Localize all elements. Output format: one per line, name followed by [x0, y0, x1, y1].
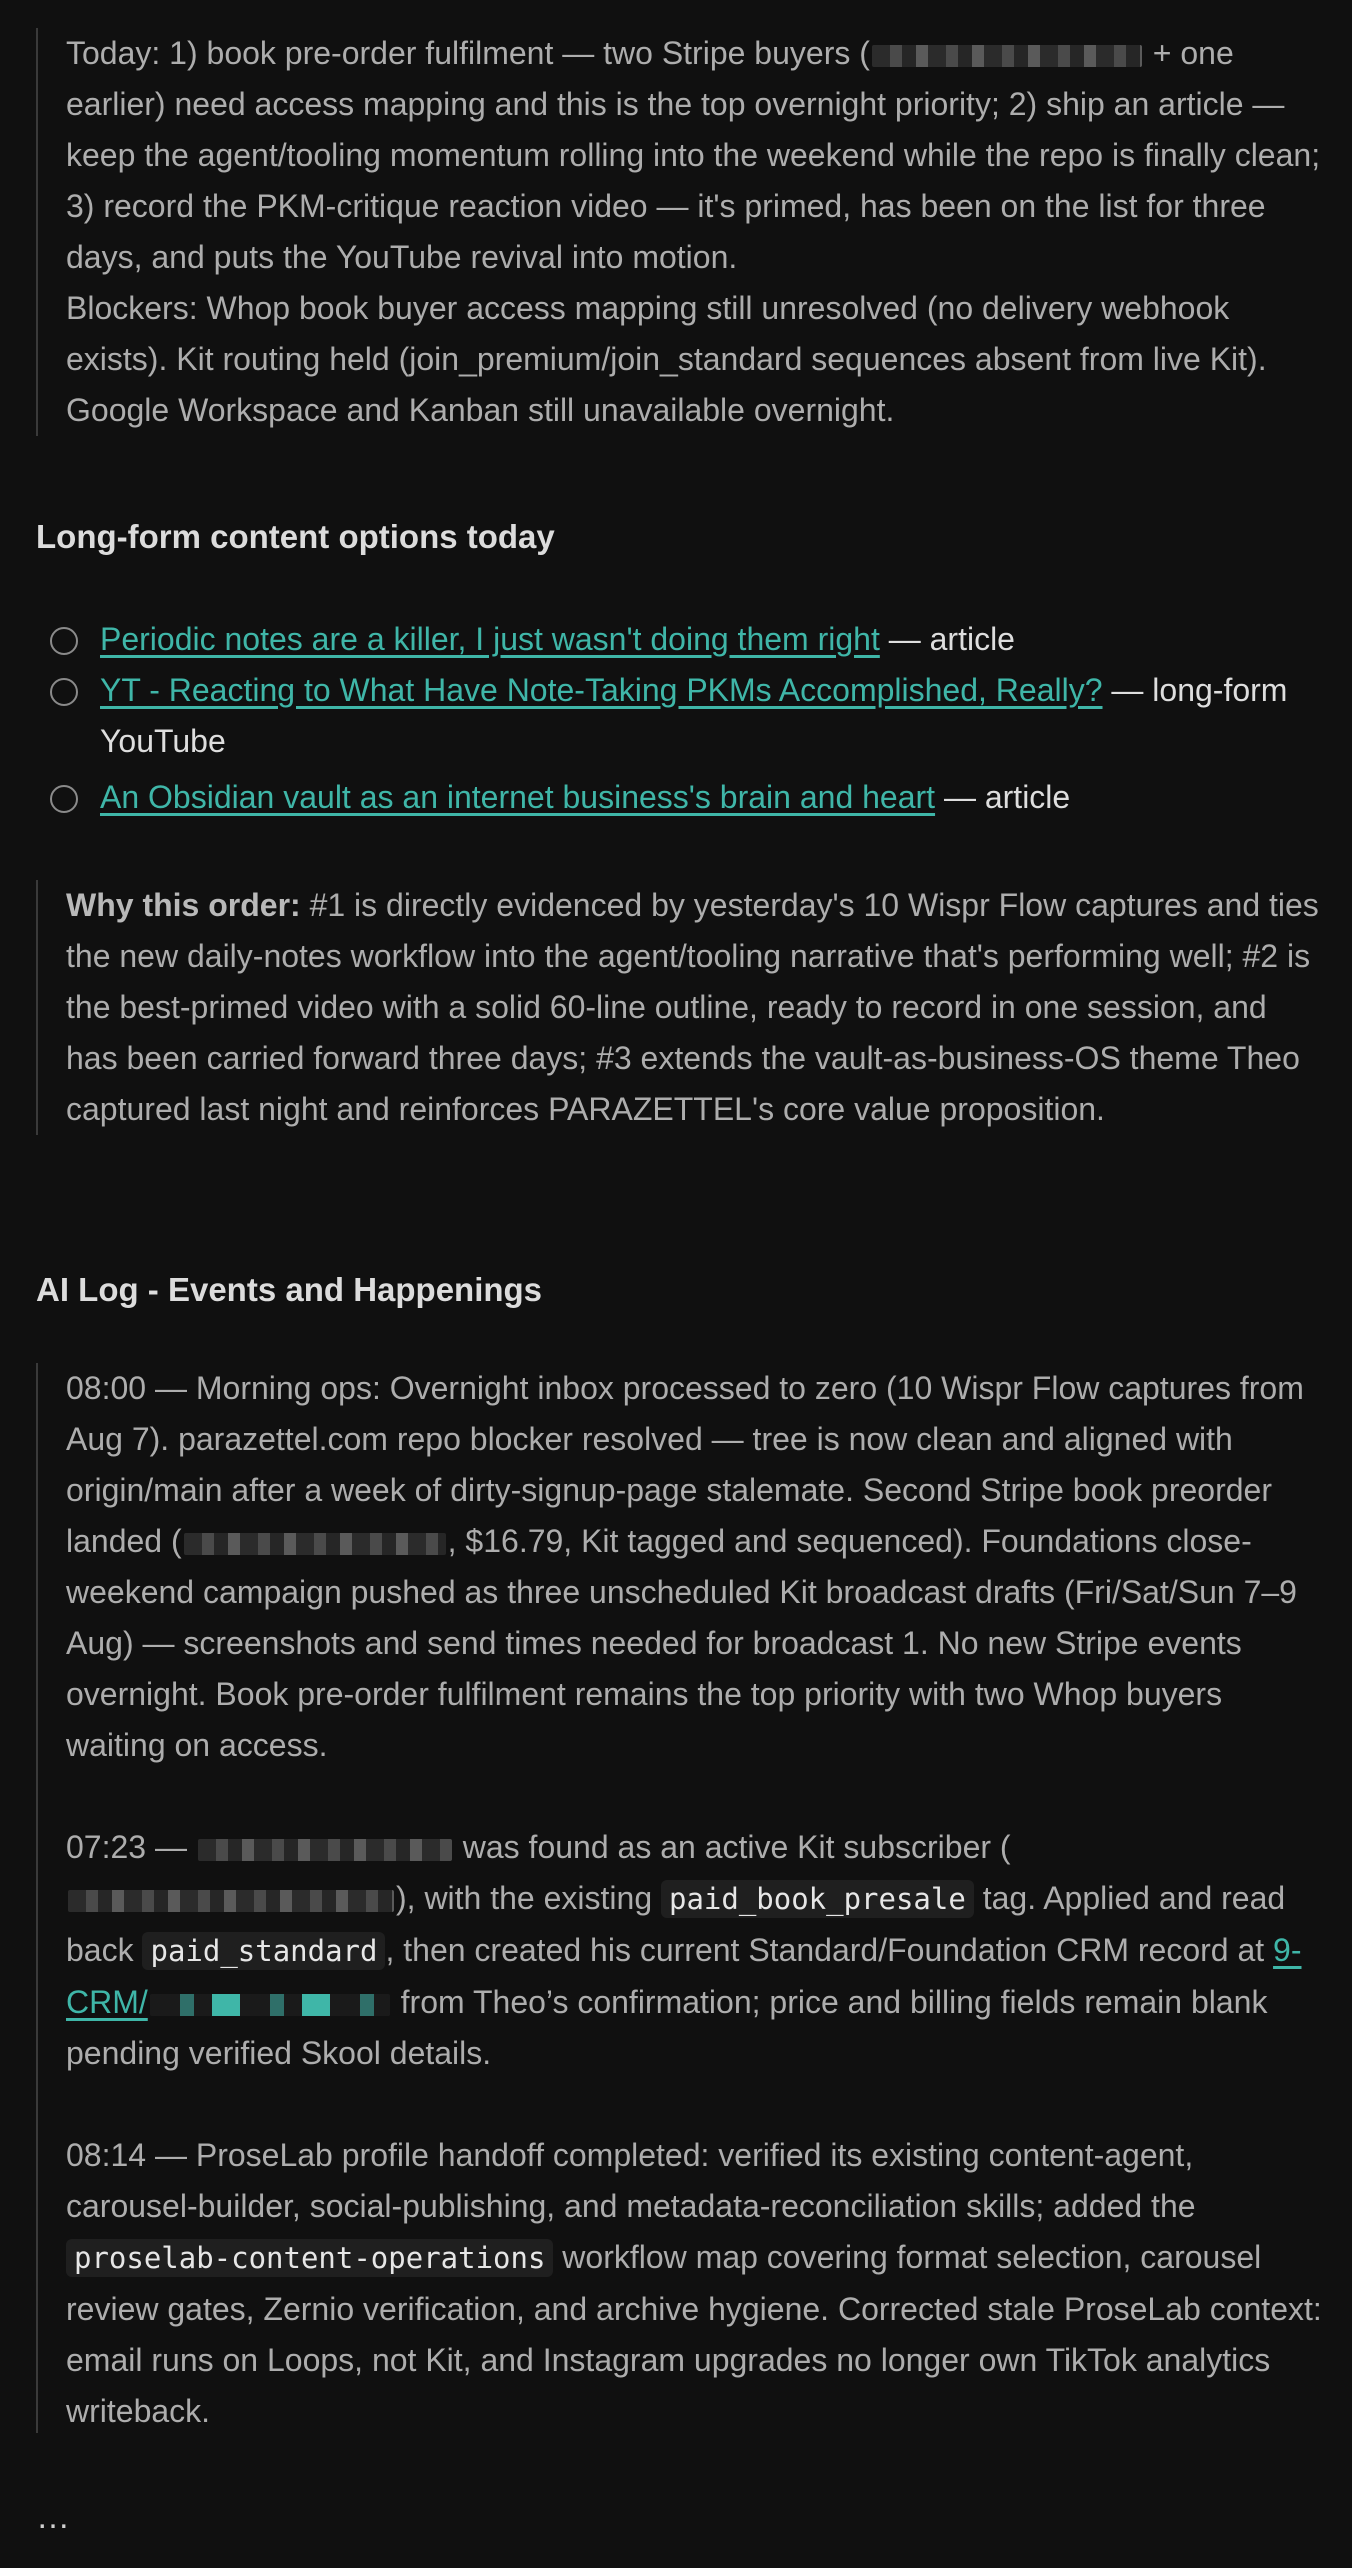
task-checkbox[interactable] — [50, 785, 78, 813]
ai-log-heading: AI Log - Events and Happenings — [36, 1271, 543, 1308]
redacted-buyer-names — [872, 45, 1142, 67]
task-item: Periodic notes are a killer, I just wasn't doing them right — article — [36, 614, 1326, 665]
log-entry-0800: 08:00 — Morning ops: Overnight inbox processed to zero (10 Wispr Flow captures from Aug 7). parazettel.com repo blocker resolved — tree is now clean and aligned with origin/main after a week of dirty-signup-page stalemate. Second Stripe book preorder landed ( , $16.79, Kit tagged and sequenced). Foundations close-weekend campaign pushed as three unscheduled Kit broadcast drafts (Fri/Sat/Sun 7–9 Aug) — screenshots and send times needed for broadcast 1. No new Stripe events overnight. Book pre-order fulfilment remains the top priority with two Whop buyers waiting on access. — [66, 1370, 1304, 1763]
task-link-obsidian-vault[interactable]: An Obsidian vault as an internet business's brain and heart — [100, 779, 936, 815]
redacted-subscriber-email — [68, 1890, 394, 1912]
task-link-periodic-notes[interactable]: Periodic notes are a killer, I just wasn't doing them right — [100, 621, 880, 657]
task-item: An Obsidian vault as an internet business's brain and heart — article — [36, 772, 1326, 823]
blockers-text: Blockers: Whop book buyer access mapping still unresolved (no delivery webhook exists). Kit routing held (join_premium/join_standard sequences absent from live Kit). Google Workspace and Kanban still unavailable overnight. — [66, 290, 1267, 428]
tag-code-paid-standard: paid_standard — [142, 1932, 385, 1970]
more-options-ellipsis[interactable]: … — [36, 2498, 72, 2536]
redacted-crm-record-name — [150, 1994, 390, 2016]
why-label: Why this order: — [66, 887, 301, 923]
task-checkbox[interactable] — [50, 678, 78, 706]
crm-record-link[interactable]: 9-CRM/ — [66, 1932, 1302, 2020]
why-text: #1 is directly evidenced by yesterday's 10 Wispr Flow captures and ties the new daily-notes workflow into the agent/tooling narrative that's performing well; #2 is the best-primed video with a solid 60-line outline, ready to record in one session, and has been carried forward three days; #3 extends the vault-as-business-OS theme Theo captured last night and reinforces PARAZETTEL's core value proposition. — [66, 887, 1319, 1127]
task-item: YT - Reacting to What Have Note-Taking PKMs Accomplished, Really? — long-form YouTube — [36, 665, 1326, 767]
longform-heading: Long-form content options today — [36, 518, 555, 555]
task-checkbox[interactable] — [50, 627, 78, 655]
tag-code-paid-book-presale: paid_book_presale — [661, 1880, 974, 1918]
redacted-subscriber-name — [198, 1839, 452, 1861]
task-link-pkm-reaction[interactable]: YT - Reacting to What Have Note-Taking PKMs Accomplished, Really? — [100, 672, 1103, 708]
longform-task-list — [36, 614, 1326, 823]
redacted-buyer-name — [184, 1533, 446, 1555]
log-entry-0814: 08:14 — ProseLab profile handoff completed: verified its existing content-agent, carousel-builder, social-publishing, and metadata-reconciliation skills; added the proselab-content-operations workflow map covering format selection, carousel review gates, Zernio verification, and archive hygiene. Corrected stale ProseLab context: email runs on Loops, not Kit, and Instagram upgrades no longer own TikTok analytics writeback. — [66, 2137, 1322, 2429]
daily-summary-callout — [36, 28, 1326, 436]
workflow-code-proselab: proselab-content-operations — [66, 2239, 553, 2277]
log-entry-0723: 07:23 — was found as an active Kit subscriber (), with the existing paid_book_presale tag. Applied and read back paid_standard , then created his current Standard/Foundation CRM record at 9-CRM/ from Theo’s confirmation; price and billing fields remain blank pending verified Skool details. — [66, 1829, 1302, 2071]
why-this-order-callout — [36, 880, 1326, 1135]
today-priorities: Today: 1) book pre-order fulfilment — two Stripe buyers ( + one earlier) need access mapping and this is the top overnight priority; 2) ship an article — keep the agent/tooling momentum rolling into the weekend while the repo is finally clean; 3) record the PKM-critique reaction video — it's primed, has been on the list for three days, and puts the YouTube revival into motion. — [66, 35, 1321, 275]
ai-log-callout — [36, 1363, 1326, 2433]
